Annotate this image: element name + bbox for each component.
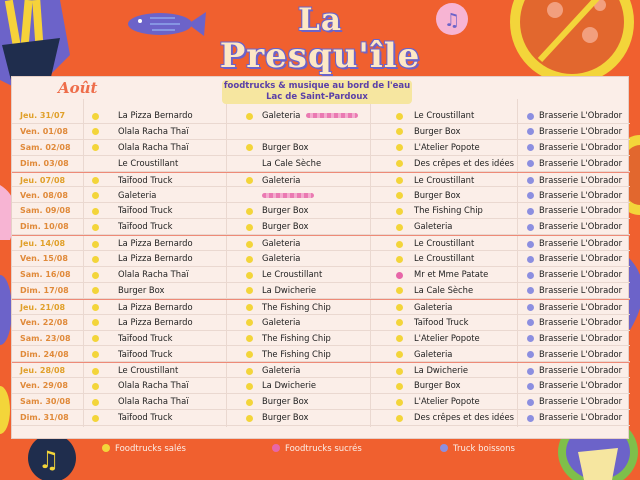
table-row — [12, 251, 630, 267]
table-row — [12, 124, 630, 140]
category-dot-salty — [396, 113, 403, 120]
date-cell: Sam. 02/08 — [20, 142, 71, 152]
category-dot-drink — [527, 399, 534, 406]
legend-sweet-label: Foodtrucks sucrés — [285, 444, 362, 454]
table-row — [12, 315, 630, 331]
date-cell: Sam. 09/08 — [20, 206, 71, 216]
vendor-cell: The Fishing Chip — [262, 348, 331, 359]
vendor-cell: Burger Box — [262, 141, 309, 152]
table-row — [12, 108, 630, 124]
vendor-cell: Brasserie L'Obrador — [539, 380, 623, 391]
category-dot-drink — [527, 224, 534, 231]
table-row — [12, 410, 630, 426]
table-row — [12, 394, 630, 410]
category-dot-salty — [92, 335, 99, 342]
category-dot-drink — [527, 192, 534, 199]
category-dot-salty — [92, 128, 99, 135]
category-dot-drink — [527, 177, 534, 184]
category-dot-salty — [92, 144, 99, 151]
date-cell: Jeu. 07/08 — [20, 175, 66, 185]
category-dot-salty — [92, 256, 99, 263]
category-dot-salty — [246, 383, 253, 390]
category-dot-salty — [92, 113, 99, 120]
date-cell: Jeu. 28/08 — [20, 366, 66, 376]
vendor-cell: Burger Box — [414, 380, 461, 391]
vendor-cell: La Dwicherie — [262, 284, 317, 295]
table-row — [12, 378, 630, 394]
category-dot-salty — [396, 256, 403, 263]
date-cell: Dim. 10/08 — [20, 222, 69, 232]
category-dot-drink — [527, 208, 534, 215]
subtitle-line1: foodtrucks & musique au bord de l'eau — [223, 81, 411, 91]
category-dot-salty — [246, 399, 253, 406]
table-row — [12, 172, 630, 188]
date-cell: Jeu. 14/08 — [20, 239, 66, 249]
category-dot-drink — [527, 144, 534, 151]
date-cell: Sam. 30/08 — [20, 397, 71, 407]
category-dot-salty — [396, 399, 403, 406]
category-dot-salty — [92, 287, 99, 294]
category-dot-salty — [396, 319, 403, 326]
date-cell: Dim. 31/08 — [20, 413, 69, 423]
vendor-cell: Brasserie L'Obrador — [539, 412, 623, 423]
date-cell: Ven. 08/08 — [20, 190, 68, 200]
category-dot-salty — [396, 287, 403, 294]
vendor-cell: Taïfood Truck — [118, 221, 173, 232]
category-dot-salty — [92, 208, 99, 215]
legend-salty-label: Foodtrucks salés — [115, 444, 186, 454]
date-cell: Dim. 24/08 — [20, 349, 69, 359]
table-row — [12, 219, 630, 235]
category-dot-drink — [527, 383, 534, 390]
category-dot-drink — [527, 304, 534, 311]
month-heading: Août — [58, 79, 98, 97]
table-row — [12, 235, 630, 251]
category-dot-salty — [92, 319, 99, 326]
vendor-cell: Brasserie L'Obrador — [539, 157, 623, 168]
vendor-cell: La Dwicherie — [414, 365, 469, 376]
table-row — [12, 362, 630, 378]
vendor-cell: Le Croustillant — [414, 174, 475, 185]
category-dot-salty — [246, 256, 253, 263]
scribble-mark — [306, 113, 358, 118]
category-dot-salty — [246, 241, 253, 248]
category-dot-drink — [527, 272, 534, 279]
category-dot-salty — [396, 383, 403, 390]
vendor-cell: Brasserie L'Obrador — [539, 269, 623, 279]
vendor-cell: The Fishing Chip — [262, 332, 331, 343]
vendor-cell: La Cale Sèche — [262, 157, 322, 168]
category-dot-salty — [246, 177, 253, 184]
music-disc-icon — [28, 434, 76, 480]
category-dot-salty — [396, 208, 403, 215]
vendor-cell: Brasserie L'Obrador — [539, 301, 623, 312]
vendor-cell: The Fishing Chip — [414, 205, 483, 216]
table-row — [12, 331, 630, 347]
category-dot-salty — [396, 177, 403, 184]
category-dot-salty — [246, 272, 253, 279]
legend-salty — [102, 443, 186, 455]
vendor-cell: Galeteria — [414, 221, 453, 232]
category-dot-salty — [396, 415, 403, 422]
vendor-cell: Galeteria — [262, 110, 301, 120]
vendor-cell: Brasserie L'Obrador — [539, 332, 623, 343]
vendor-cell: Galeteria — [262, 174, 301, 185]
category-dot-salty — [396, 351, 403, 358]
vendor-cell: Brasserie L'Obrador — [539, 396, 623, 407]
vendor-cell: Mr et Mme Patate — [414, 269, 489, 279]
date-cell: Sam. 16/08 — [20, 270, 71, 279]
vendor-cell: Brasserie L'Obrador — [539, 365, 623, 376]
category-dot-salty — [92, 177, 99, 184]
vendor-cell: Taïfood Truck — [118, 332, 173, 343]
category-dot-salty — [92, 415, 99, 422]
category-dot-salty — [396, 128, 403, 135]
category-dot-drink — [527, 241, 534, 248]
vendor-cell: Le Croustillant — [262, 269, 323, 279]
vendor-cell: La Pizza Bernardo — [118, 110, 193, 120]
schedule-panel — [11, 76, 629, 439]
vendor-cell: La Dwicherie — [262, 380, 317, 391]
category-dot-drink — [527, 287, 534, 294]
vendor-cell: Olala Racha Thaï — [118, 380, 189, 391]
category-dot-salty — [246, 224, 253, 231]
vendor-cell: La Pizza Bernardo — [118, 316, 193, 327]
category-dot-salty — [92, 368, 99, 375]
vendor-cell: Burger Box — [414, 189, 461, 200]
category-dot-drink — [527, 256, 534, 263]
vendor-cell: Brasserie L'Obrador — [539, 316, 623, 327]
date-cell: Jeu. 31/07 — [20, 111, 66, 120]
table-row — [12, 267, 630, 283]
vendor-cell: Burger Box — [262, 221, 309, 232]
vendor-cell: Taïfood Truck — [118, 205, 173, 216]
page-title-line2: Presqu'île — [219, 36, 421, 76]
svg-text:♫: ♫ — [444, 10, 461, 31]
vendor-cell: Olala Racha Thaï — [118, 125, 189, 136]
vendor-cell: Taïfood Truck — [118, 412, 173, 423]
category-dot-salty — [396, 335, 403, 342]
legend-sweet — [272, 443, 362, 455]
legend-drink-label: Truck boissons — [453, 444, 515, 454]
category-dot-salty — [396, 241, 403, 248]
category-dot-salty — [246, 335, 253, 342]
svg-text:♫: ♫ — [38, 446, 60, 474]
date-cell: Dim. 17/08 — [20, 285, 69, 295]
vendor-cell: Galeteria — [414, 301, 453, 312]
legend-dot-sweet — [272, 444, 280, 452]
category-dot-salty — [396, 224, 403, 231]
legend-drink — [440, 443, 515, 455]
category-dot-salty — [92, 272, 99, 279]
category-dot-salty — [92, 304, 99, 311]
vendor-cell: Brasserie L'Obrador — [539, 221, 623, 232]
table-row — [12, 299, 630, 315]
vendor-cell: Olala Racha Thaï — [118, 141, 189, 152]
category-dot-salty — [246, 368, 253, 375]
vendor-cell: Olala Racha Thaï — [118, 396, 189, 407]
vendor-cell: Brasserie L'Obrador — [539, 110, 623, 120]
vendor-cell: Olala Racha Thaï — [118, 269, 189, 279]
vendor-cell: Brasserie L'Obrador — [539, 284, 623, 295]
vendor-cell: Des crêpes et des idées — [414, 157, 515, 168]
vendor-cell: La Pizza Bernardo — [118, 301, 193, 312]
date-cell: Sam. 23/08 — [20, 333, 71, 343]
vendor-cell: Burger Box — [262, 396, 309, 407]
category-dot-sweet — [396, 272, 403, 279]
subtitle-line2: Lac de Saint-Pardoux — [266, 92, 368, 102]
table-row — [12, 283, 630, 299]
vendor-cell: Brasserie L'Obrador — [539, 253, 623, 264]
vendor-cell: Taïfood Truck — [118, 348, 173, 359]
vendor-cell: Brasserie L'Obrador — [539, 238, 623, 249]
table-row — [12, 140, 630, 156]
vendor-cell: Brasserie L'Obrador — [539, 205, 623, 216]
page-title-line1: La — [298, 2, 342, 38]
table-row — [12, 347, 630, 363]
vendor-cell: Galeteria — [262, 316, 301, 327]
category-dot-salty — [396, 304, 403, 311]
vendor-cell: La Cale Sèche — [414, 284, 474, 295]
vendor-cell: Le Croustillant — [118, 365, 179, 376]
vendor-cell: Brasserie L'Obrador — [539, 348, 623, 359]
scribble-mark — [262, 193, 314, 198]
category-dot-salty — [246, 415, 253, 422]
vendor-cell: Burger Box — [262, 412, 309, 423]
category-dot-salty — [246, 351, 253, 358]
table-row — [12, 188, 630, 204]
vendor-cell: Burger Box — [414, 125, 461, 136]
legend-dot-salty — [102, 444, 110, 452]
category-dot-salty — [92, 192, 99, 199]
category-dot-salty — [246, 304, 253, 311]
category-dot-salty — [246, 144, 253, 151]
category-dot-salty — [396, 368, 403, 375]
category-dot-salty — [396, 192, 403, 199]
vendor-cell: Galeteria — [414, 348, 453, 359]
category-dot-salty — [92, 351, 99, 358]
vendor-cell: Galeteria — [118, 189, 157, 200]
vendor-cell: L'Atelier Popote — [414, 396, 480, 407]
table-row — [12, 203, 630, 219]
category-dot-salty — [246, 287, 253, 294]
subtitle-banner — [222, 80, 412, 104]
category-dot-salty — [92, 224, 99, 231]
category-dot-salty — [396, 160, 403, 167]
category-dot-drink — [527, 335, 534, 342]
date-cell: Ven. 01/08 — [20, 126, 68, 136]
vendor-cell: La Pizza Bernardo — [118, 238, 193, 249]
category-dot-drink — [527, 368, 534, 375]
category-dot-salty — [92, 383, 99, 390]
category-dot-salty — [92, 241, 99, 248]
legend-dot-drink — [440, 444, 448, 452]
date-cell: Ven. 22/08 — [20, 317, 68, 327]
category-dot-drink — [527, 113, 534, 120]
category-dot-drink — [527, 160, 534, 167]
vendor-cell: Galeteria — [262, 238, 301, 249]
vendor-cell: Brasserie L'Obrador — [539, 141, 623, 152]
vendor-cell: Brasserie L'Obrador — [539, 174, 623, 185]
date-cell: Jeu. 21/08 — [20, 302, 66, 312]
vendor-cell: Le Croustillant — [414, 253, 475, 264]
category-dot-drink — [527, 415, 534, 422]
date-cell: Dim. 03/08 — [20, 158, 69, 168]
category-dot-salty — [246, 208, 253, 215]
vendor-cell: L'Atelier Popote — [414, 332, 480, 343]
vendor-cell: Galeteria — [262, 253, 301, 264]
table-row — [12, 156, 630, 172]
vendor-cell: Taïfood Truck — [414, 316, 469, 327]
date-cell: Ven. 29/08 — [20, 381, 68, 391]
vendor-cell: The Fishing Chip — [262, 301, 331, 312]
vendor-cell: Des crêpes et des idées — [414, 412, 515, 423]
vendor-cell: Galeteria — [262, 365, 301, 376]
vendor-cell: L'Atelier Popote — [414, 141, 480, 152]
category-dot-drink — [527, 351, 534, 358]
category-dot-salty — [396, 144, 403, 151]
category-dot-salty — [246, 319, 253, 326]
vendor-cell: Le Croustillant — [414, 238, 475, 249]
category-dot-salty — [246, 113, 253, 120]
vendor-cell: Brasserie L'Obrador — [539, 125, 623, 136]
category-dot-drink — [527, 319, 534, 326]
vendor-cell: Le Croustillant — [414, 110, 475, 120]
vendor-cell: Burger Box — [262, 205, 309, 216]
vendor-cell: Taïfood Truck — [118, 174, 173, 185]
vendor-cell: La Pizza Bernardo — [118, 253, 193, 264]
category-dot-salty — [92, 399, 99, 406]
vendor-cell: Brasserie L'Obrador — [539, 189, 623, 200]
category-dot-drink — [527, 128, 534, 135]
vendor-cell: Burger Box — [118, 284, 165, 295]
date-cell: Ven. 15/08 — [20, 254, 68, 264]
vendor-cell: Le Croustillant — [118, 157, 179, 168]
